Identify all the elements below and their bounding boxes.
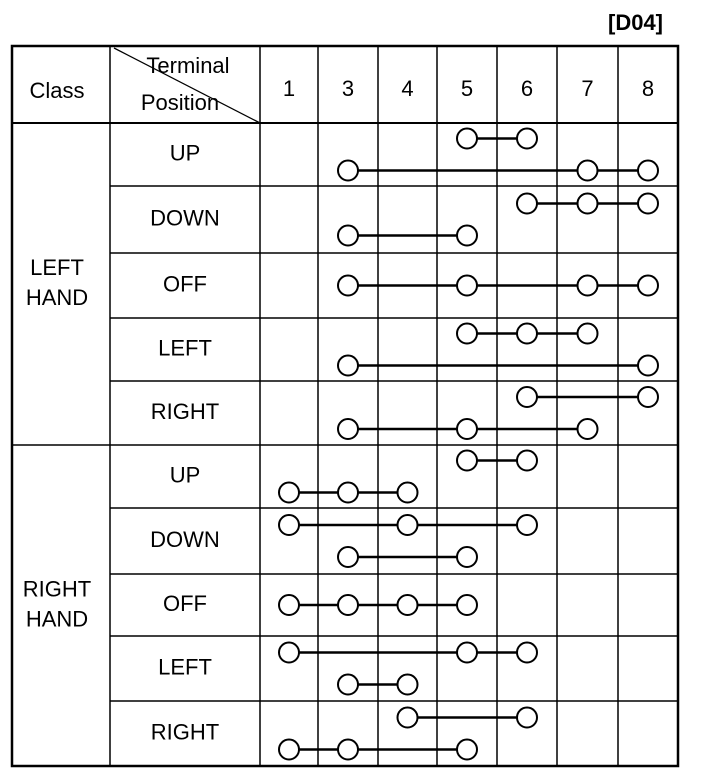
terminal-circle: [338, 276, 358, 296]
terminal-number-8: 8: [641, 75, 655, 101]
table-border: [12, 46, 678, 766]
terminal-circle: [457, 276, 477, 296]
terminal-circle: [638, 356, 658, 376]
terminal-circle: [457, 595, 477, 615]
position-header: Position: [140, 89, 220, 115]
terminal-circle: [398, 675, 418, 695]
terminal-circle: [578, 161, 598, 181]
terminal-circle: [279, 740, 299, 760]
terminal-circle: [398, 483, 418, 503]
position-label: OFF: [163, 590, 207, 616]
position-label: LEFT: [158, 654, 212, 680]
terminal-circle: [457, 451, 477, 471]
class-label: LEFT: [30, 254, 84, 280]
terminal-circle: [338, 595, 358, 615]
terminal-circle: [457, 419, 477, 439]
terminal-circle: [517, 387, 537, 407]
terminal-circle: [517, 451, 537, 471]
terminal-circle: [457, 129, 477, 149]
terminal-number-5: 5: [460, 75, 474, 101]
terminal-circle: [338, 740, 358, 760]
terminal-circle: [638, 387, 658, 407]
terminal-circle: [457, 643, 477, 663]
terminal-circle: [338, 161, 358, 181]
terminal-number-7: 7: [581, 75, 594, 101]
terminal-circle: [398, 595, 418, 615]
terminal-circle: [279, 515, 299, 535]
terminal-circle: [338, 483, 358, 503]
position-label: LEFT: [158, 335, 212, 361]
terminal-circle: [398, 708, 418, 728]
class-header: Class: [29, 77, 85, 103]
terminal-circle: [517, 643, 537, 663]
terminal-circle: [338, 226, 358, 246]
terminal-circle: [398, 515, 418, 535]
terminal-circle: [578, 276, 598, 296]
terminal-number-6: 6: [520, 75, 534, 101]
terminal-circle: [578, 324, 598, 344]
terminal-circle: [338, 356, 358, 376]
terminal-circle: [457, 324, 477, 344]
terminal-circle: [517, 515, 537, 535]
class-label: HAND: [25, 284, 89, 310]
position-label: DOWN: [150, 526, 220, 552]
position-label: RIGHT: [150, 719, 220, 745]
terminal-number-4: 4: [401, 75, 414, 101]
terminal-circle: [338, 547, 358, 567]
terminal-circle: [517, 708, 537, 728]
class-label: RIGHT: [22, 576, 92, 602]
terminal-circle: [638, 161, 658, 181]
terminal-number-3: 3: [341, 75, 355, 101]
terminal-circle: [279, 643, 299, 663]
terminal-circle: [457, 740, 477, 760]
terminal-circle: [638, 194, 658, 214]
terminal-number-1: 1: [282, 75, 296, 101]
terminal-circle: [338, 419, 358, 439]
terminal-circle: [517, 129, 537, 149]
terminal-circle: [517, 194, 537, 214]
terminal-circle: [279, 483, 299, 503]
terminal-circle: [517, 324, 537, 344]
terminal-circle: [279, 595, 299, 615]
terminal-circle: [457, 226, 477, 246]
class-label: HAND: [25, 606, 89, 632]
reference-code: [D04]: [608, 10, 664, 35]
position-label: RIGHT: [150, 398, 220, 424]
position-label: UP: [169, 462, 201, 488]
terminal-circle: [578, 419, 598, 439]
position-label: UP: [169, 140, 201, 166]
position-label: DOWN: [150, 205, 220, 231]
position-label: OFF: [163, 271, 207, 297]
terminal-header: Terminal: [146, 52, 230, 78]
terminal-circle: [578, 194, 598, 214]
terminal-circle: [638, 276, 658, 296]
terminal-circle: [338, 675, 358, 695]
terminal-circle: [457, 547, 477, 567]
